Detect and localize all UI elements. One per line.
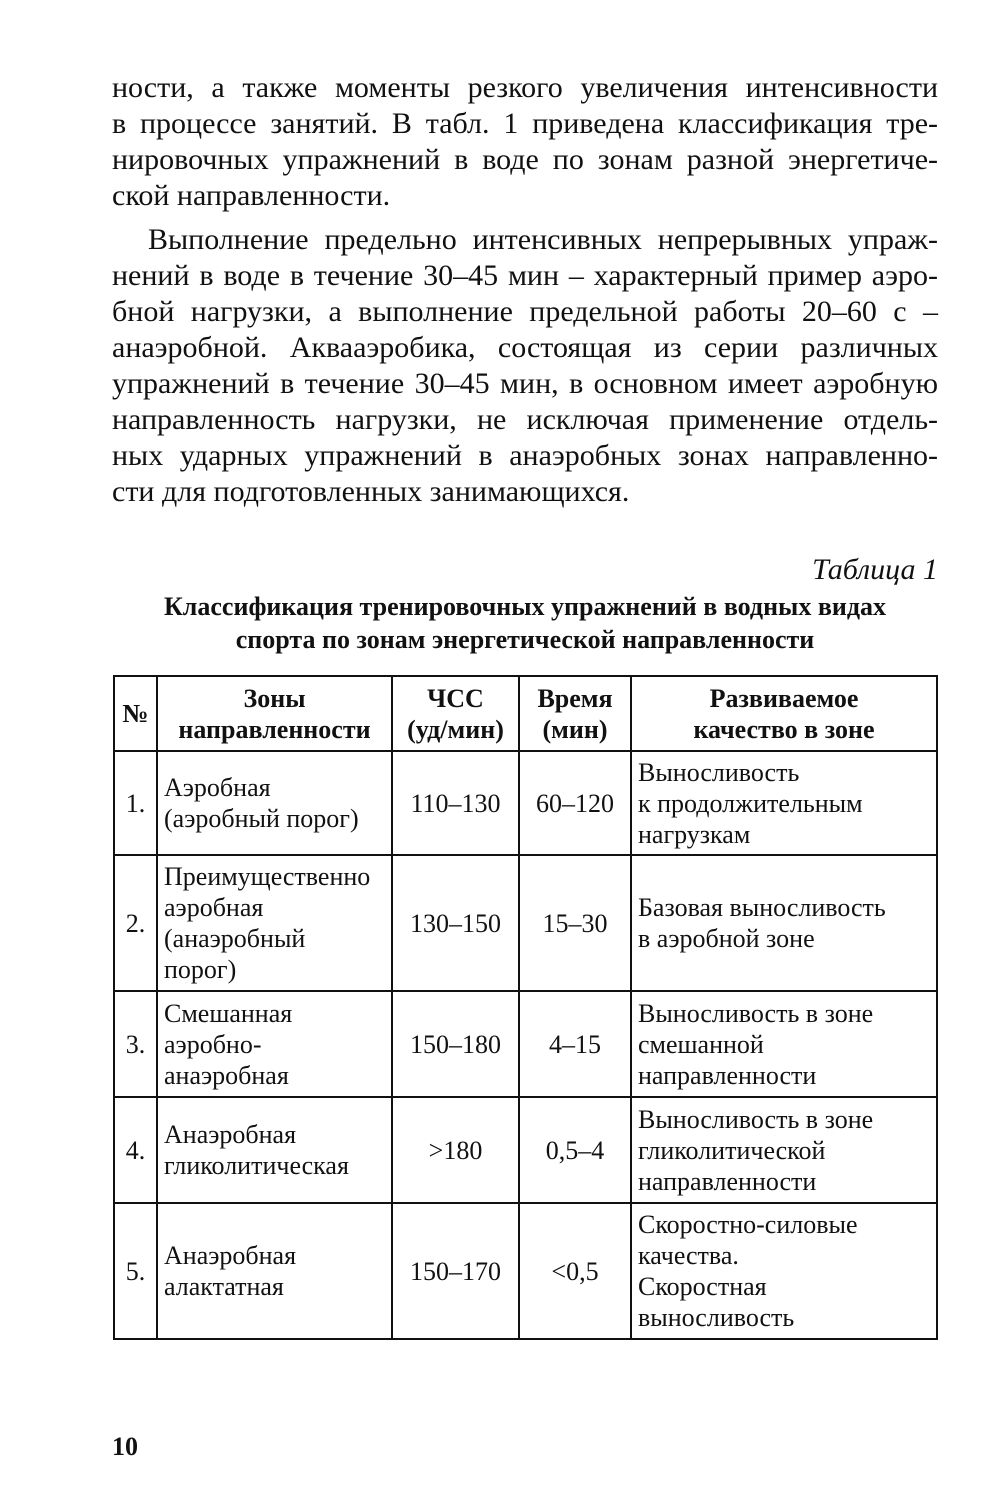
row-zone: Аэробная (аэробный порог) bbox=[157, 751, 392, 855]
row-quality: Выносливость в зоне смешанной направленности bbox=[631, 991, 937, 1097]
row-num: 5. bbox=[114, 1203, 157, 1339]
paragraph-line: бной нагрузки, а выполнение предельной работы 20–60 с – bbox=[112, 295, 938, 328]
paragraph-line: ности, а также моменты резкого увеличения интенсивности bbox=[112, 71, 938, 104]
row-quality: Выносливость в зоне гликолитической направленности bbox=[631, 1097, 937, 1203]
page-number: 10 bbox=[112, 1432, 138, 1461]
header-zone: Зоны направленности bbox=[157, 676, 392, 751]
zones-table bbox=[113, 675, 938, 1340]
paragraph-line: ных ударных упражнений в анаэробных зонах направленно- bbox=[112, 439, 938, 472]
row-zone: Анаэробная алактатная bbox=[157, 1203, 392, 1339]
paragraph-line: нировочных упражнений в воде по зонам разной энергетиче- bbox=[112, 143, 938, 176]
row-num: 1. bbox=[114, 751, 157, 855]
paragraph-line: направленность нагрузки, не исключая применение отдель- bbox=[112, 403, 938, 436]
row-num: 3. bbox=[114, 991, 157, 1097]
row-time: 60–120 bbox=[519, 751, 631, 855]
row-time: 15–30 bbox=[519, 855, 631, 991]
paragraph-line: анаэробной. Аквааэробика, состоящая из серии различных bbox=[112, 331, 938, 364]
table-title-line: спорта по зонам энергетической направленности bbox=[235, 625, 815, 654]
paragraph-line: Выполнение предельно интенсивных непрерывных упраж- bbox=[148, 223, 938, 256]
row-hr: 150–170 bbox=[392, 1203, 519, 1339]
table-header-row bbox=[114, 676, 937, 751]
row-quality: Выносливость к продолжительным нагрузкам bbox=[631, 751, 937, 855]
header-num: № bbox=[114, 676, 157, 751]
paragraph-line: ской направленности. bbox=[112, 179, 391, 212]
header-hr: ЧСС (уд/мин) bbox=[392, 676, 519, 751]
row-num: 2. bbox=[114, 855, 157, 991]
table-title-line: Классификация тренировочных упражнений в водных видах bbox=[163, 592, 887, 621]
paragraph-line: нений в воде в течение 30–45 мин – характерный пример аэро- bbox=[112, 259, 938, 292]
table-row bbox=[114, 855, 937, 991]
row-hr: 110–130 bbox=[392, 751, 519, 855]
row-quality: Скоростно-силовые качества. Скоростная выносливость bbox=[631, 1203, 937, 1339]
table-row bbox=[114, 1097, 937, 1203]
header-time: Время (мин) bbox=[519, 676, 631, 751]
table-caption: Таблица 1 bbox=[812, 553, 938, 586]
row-hr: >180 bbox=[392, 1097, 519, 1203]
table-row bbox=[114, 991, 937, 1097]
row-hr: 150–180 bbox=[392, 991, 519, 1097]
row-quality: Базовая выносливость в аэробной зоне bbox=[631, 855, 937, 991]
table-title bbox=[100, 590, 950, 656]
header-quality: Развиваемое качество в зоне bbox=[631, 676, 937, 751]
row-time: <0,5 bbox=[519, 1203, 631, 1339]
row-time: 4–15 bbox=[519, 991, 631, 1097]
row-zone: Анаэробная гликолитическая bbox=[157, 1097, 392, 1203]
paragraph-line: в процессе занятий. В табл. 1 приведена классификация тре- bbox=[112, 107, 938, 140]
row-hr: 130–150 bbox=[392, 855, 519, 991]
table-row bbox=[114, 751, 937, 855]
row-zone: Преимущественно аэробная (анаэробный порог) bbox=[157, 855, 392, 991]
row-time: 0,5–4 bbox=[519, 1097, 631, 1203]
row-zone: Смешанная аэробно- анаэробная bbox=[157, 991, 392, 1097]
table-row bbox=[114, 1203, 937, 1339]
row-num: 4. bbox=[114, 1097, 157, 1203]
paragraph-line: упражнений в течение 30–45 мин, в основном имеет аэробную bbox=[112, 367, 938, 400]
paragraph-line: сти для подготовленных занимающихся. bbox=[112, 475, 630, 508]
